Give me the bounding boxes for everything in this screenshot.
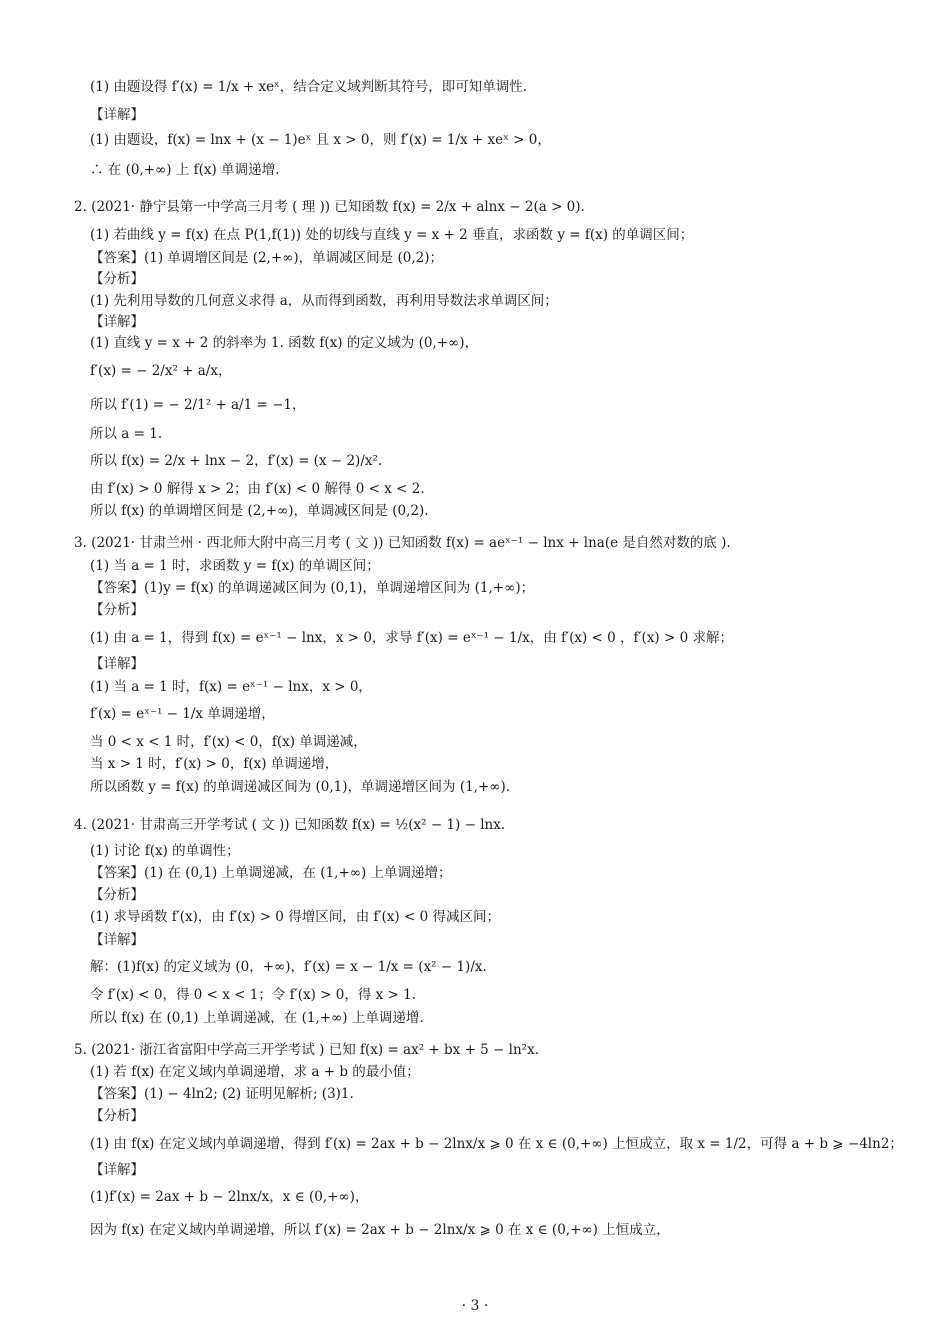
problem-3-heading: 3. (2021· 甘肃兰州 · 西北师大附中高三月考 ( 文 )) 已知函数 f(x) = aeˣ⁻¹ − lnx + lna(e 是自然对数的底 ). [74,535,731,551]
text-line: (1) 直线 y = x + 2 的斜率为 1. 函数 f(x) 的定义域为 (0,+∞)， [90,335,479,351]
text-line: 当 x > 1 时，f′(x) > 0，f(x) 单调递增， [90,756,339,772]
text-line: 因为 f(x) 在定义域内单调递增，所以 f′(x) = 2ax + b − 2lnx/x ⩾ 0 在 x ∈ (0,+∞) 上恒成立， [90,1222,670,1238]
text-line: 令 f′(x) < 0，得 0 < x < 1；令 f′(x) > 0，得 x > 1. [90,987,417,1003]
text-line: (1) 先利用导数的几何意义求得 a，从而得到函数，再利用导数法求单调区间； [90,293,558,309]
text-line: 【分析】 [90,887,144,903]
text-line: 【分析】 [90,602,144,618]
text-line: 【分析】 [90,271,144,287]
text-line: (1) 若 f(x) 在定义域内单调递增，求 a + b 的最小值； [90,1064,420,1080]
text-line: f′(x) = eˣ⁻¹ − 1/x 单调递增， [90,706,275,722]
problem-2-heading: 2. (2021· 静宁县第一中学高三月考 ( 理 )) 已知函数 f(x) = 2/x + alnx − 2(a > 0). [74,199,585,215]
text-line: ∴ 在 (0,+∞) 上 f(x) 单调递增. [90,162,280,178]
page-number: · 3 · [461,1298,489,1314]
text-line: (1) 当 a = 1 时，求函数 y = f(x) 的单调区间； [90,558,380,574]
text-line: 所以 f(x) 在 (0,1) 上单调递减，在 (1,+∞) 上单调递增. [90,1010,424,1026]
text-line: 由 f′(x) > 0 解得 x > 2；由 f′(x) < 0 解得 0 < x < 2. [90,481,425,497]
text-line: 【详解】 [90,107,144,123]
text-line: (1) 由题设得 f′(x) = 1/x + xeˣ，结合定义域判断其符号，即可知单调性. [90,79,528,95]
text-line: 所以 a = 1. [90,426,163,442]
text-line: 【详解】 [90,1162,144,1178]
text-line: (1)f′(x) = 2ax + b − 2lnx/x，x ∈ (0,+∞)， [90,1189,369,1205]
text-line: 所以 f′(1) = − 2/1² + a/1 = −1， [90,397,306,413]
text-line: (1) 当 a = 1 时，f(x) = eˣ⁻¹ − lnx，x > 0， [90,679,372,695]
text-line: 【答案】(1) 单调增区间是 (2,+∞)，单调减区间是 (0,2)； [90,250,443,266]
problem-4-heading: 4. (2021· 甘肃高三开学考试 ( 文 )) 已知函数 f(x) = ½(x² − 1) − lnx. [74,817,506,833]
text-line: (1) 由 f(x) 在定义域内单调递增，得到 f′(x) = 2ax + b − 2lnx/x ⩾ 0 在 x ∈ (0,+∞) 上恒成立，取 x = 1/2，可得 a + b ⩾ −4ln2； [90,1136,903,1152]
text-line: 【详解】 [90,314,144,330]
text-line: (1) 由题设，f(x) = lnx + (x − 1)eˣ 且 x > 0，则 f′(x) = 1/x + xeˣ > 0， [90,132,551,148]
text-line: 所以 f(x) = 2/x + lnx − 2，f′(x) = (x − 2)/x². [90,453,383,469]
text-line: (1) 讨论 f(x) 的单调性； [90,843,240,859]
text-line: 【答案】(1)y = f(x) 的单调递减区间为 (0,1)，单调递增区间为 (1,+∞)； [90,580,535,596]
text-line: 【分析】 [90,1108,144,1124]
text-line: 所以 f(x) 的单调增区间是 (2,+∞)，单调减区间是 (0,2). [90,503,429,519]
text-line: 【详解】 [90,656,144,672]
text-line: f′(x) = − 2/x² + a/x， [90,363,232,379]
problem-5-heading: 5. (2021· 浙江省富阳中学高三开学考试 ) 已知 f(x) = ax² + bx + 5 − ln²x. [74,1042,539,1058]
text-line: 【答案】(1) − 4ln2; (2) 证明见解析; (3)1. [90,1086,354,1102]
text-line: 当 0 < x < 1 时，f′(x) < 0，f(x) 单调递减， [90,734,367,750]
text-line: 【详解】 [90,932,144,948]
text-line: 解：(1)f(x) 的定义域为 (0，+∞)，f′(x) = x − 1/x = (x² − 1)/x. [90,959,487,975]
text-line: (1) 若曲线 y = f(x) 在点 P(1,f(1)) 处的切线与直线 y = x + 2 垂直，求函数 y = f(x) 的单调区间； [90,227,694,243]
text-line: (1) 求导函数 f′(x)，由 f′(x) > 0 得增区间，由 f′(x) < 0 得减区间； [90,909,500,925]
text-line: 所以函数 y = f(x) 的单调递减区间为 (0,1)，单调递增区间为 (1,+∞). [90,779,511,795]
text-line: 【答案】(1) 在 (0,1) 上单调递减，在 (1,+∞) 上单调递增； [90,865,452,881]
text-line: (1) 由 a = 1，得到 f(x) = eˣ⁻¹ − lnx，x > 0，求导 f′(x) = eˣ⁻¹ − 1/x，由 f′(x) < 0 ，f′(x) > 0 求解； [90,630,733,646]
